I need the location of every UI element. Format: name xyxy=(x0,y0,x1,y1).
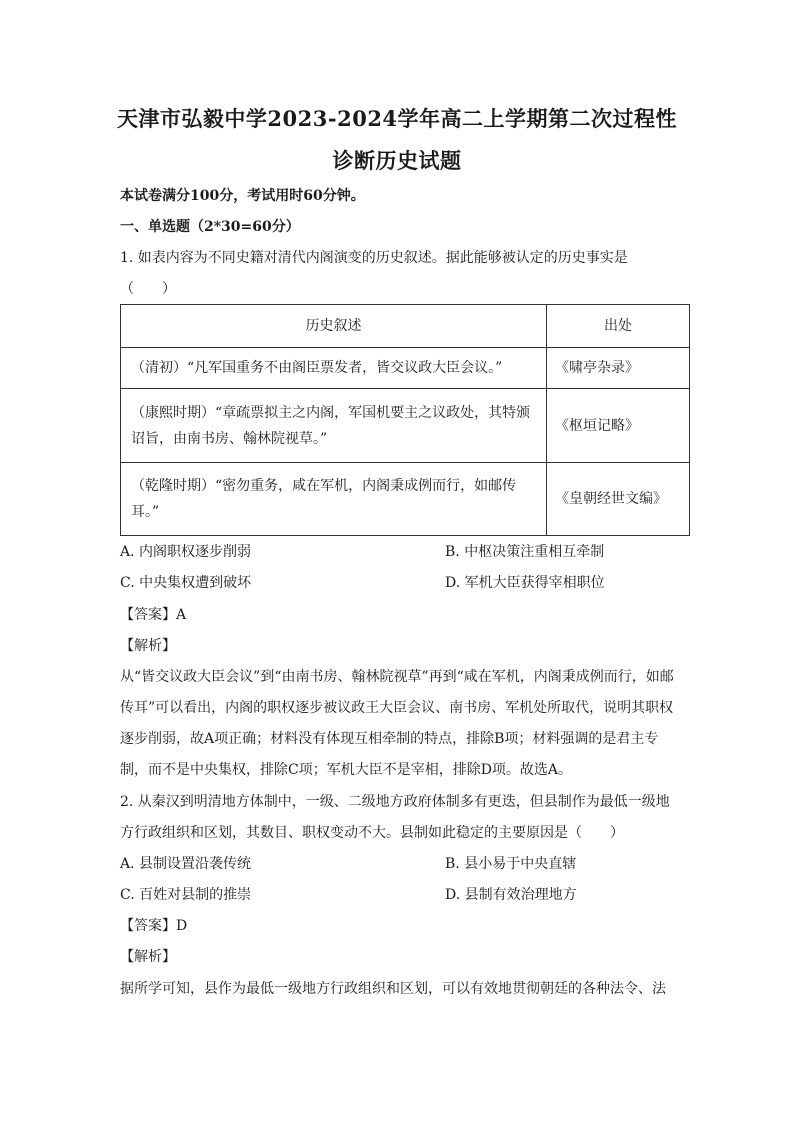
exam-title-line2: 诊断历史试题 xyxy=(332,148,462,173)
q1-answer: 【答案】A xyxy=(120,607,187,623)
table-header-narrative: 历史叙述 xyxy=(121,305,547,348)
exam-title-line1: 天津市弘毅中学2023-2024学年高二上学期第二次过程性 xyxy=(116,106,678,131)
q1-option-b: B. 中枢决策注重相互牵制 xyxy=(445,544,605,560)
q1-analysis-line: 逐步削弱，故A项正确；材料没有体现互相牵制的特点，排除B项；材料强调的是君主专 xyxy=(120,731,659,747)
table-cell-source: 《啸亭杂录》 xyxy=(547,348,690,389)
section-heading: 一、单选题（2*30=60分） xyxy=(120,219,300,235)
table-header-row xyxy=(121,305,690,348)
q1-option-c: C. 中央集权遭到破坏 xyxy=(120,575,252,591)
q1-analysis-line: 从“皆交议政大臣会议”到“由南书房、翰林院视草”再到“咸在军机，内阁秉成例而行，如邮 xyxy=(120,669,674,685)
table-row xyxy=(121,348,690,389)
q1-analysis-label: 【解析】 xyxy=(120,638,176,654)
table-cell-source: 《皇朝经世文编》 xyxy=(547,463,690,536)
q1-stem-line1: 1. 如表内容为不同史籍对清代内阁演变的历史叙述。据此能够被认定的历史事实是 xyxy=(120,250,628,266)
q2-answer: 【答案】D xyxy=(120,918,188,934)
q2-analysis-line: 据所学可知，县作为最低一级地方行政组织和区划，可以有效地贯彻朝廷的各种法令、法 xyxy=(120,981,666,997)
table-header-source: 出处 xyxy=(547,305,690,348)
table-cell-narrative: （康熙时期）“章疏票拟主之内阁，军国机要主之议政处，其特颁 诏旨，由南书房、翰林院视草。” xyxy=(121,389,547,463)
table-row xyxy=(121,389,690,463)
q2-option-d: D. 县制有效治理地方 xyxy=(445,887,577,903)
table-row xyxy=(121,463,690,536)
q2-option-a: A. 县制设置沿袭传统 xyxy=(120,856,252,872)
exam-info: 本试卷满分100分，考试用时60分钟。 xyxy=(120,188,365,204)
q1-source-table xyxy=(120,304,690,536)
q2-stem-line1: 2. 从秦汉到明清地方体制中，一级、二级地方政府体制多有更迭，但县制作为最低一级地 xyxy=(120,794,670,810)
q2-option-b: B. 县小易于中央直辖 xyxy=(445,856,577,872)
q2-option-c: C. 百姓对县制的推崇 xyxy=(120,887,252,903)
q2-analysis-label: 【解析】 xyxy=(120,949,176,965)
table-cell-narrative: （乾隆时期）“密勿重务，咸在军机，内阁秉成例而行，如邮传 耳。” xyxy=(121,463,547,536)
q2-stem-line2: 方行政组织和区划，其数目、职权变动不大。县制如此稳定的主要原因是（ ） xyxy=(120,825,624,841)
q1-analysis-line: 制，而不是中央集权，排除C项；军机大臣不是宰相，排除D项。故选A。 xyxy=(120,762,573,778)
q1-analysis-line: 传耳”可以看出，内阁的职权逐步被议政王大臣会议、南书房、军机处所取代，说明其职权 xyxy=(120,700,674,716)
q1-option-d: D. 军机大臣获得宰相职位 xyxy=(445,575,605,591)
q1-option-a: A. 内阁职权逐步削弱 xyxy=(120,544,252,560)
q1-stem-line2: （ ） xyxy=(120,281,176,297)
table-cell-narrative: （清初）“凡军国重务不由阁臣票发者，皆交议政大臣会议。” xyxy=(121,348,547,389)
table-cell-source: 《枢垣记略》 xyxy=(547,389,690,463)
